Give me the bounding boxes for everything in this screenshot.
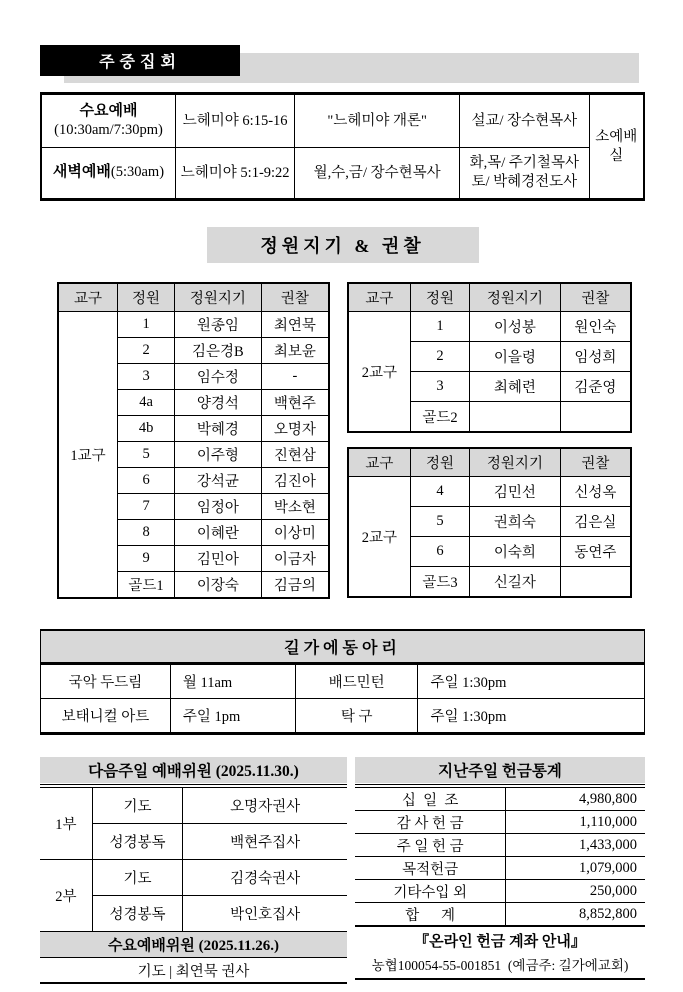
service-name-cell — [41, 148, 175, 200]
club-time: 주일 1:30pm — [418, 664, 645, 699]
person-name: 김경숙권사 — [183, 860, 347, 896]
exhorter-name: 임성희 — [560, 342, 631, 372]
bottom-section — [40, 757, 645, 984]
table-row — [355, 834, 645, 857]
weekday-meeting-table — [40, 92, 645, 201]
garden-table-district2b — [347, 447, 632, 598]
garden-no: 1 — [118, 312, 175, 338]
club-time: 월 11am — [170, 664, 295, 699]
garden-no: 3 — [410, 372, 469, 402]
table-row — [41, 664, 645, 699]
exhorter-name: 동연주 — [560, 537, 631, 567]
table-row — [58, 312, 329, 338]
table-row — [355, 903, 645, 926]
garden-no: 골드3 — [410, 567, 469, 598]
keeper-name: 이숙희 — [470, 537, 561, 567]
keeper-name: 이성봉 — [470, 312, 561, 342]
garden-no: 골드1 — [118, 572, 175, 599]
garden-no: 1 — [410, 312, 469, 342]
table-row — [41, 148, 644, 200]
garden-no: 5 — [118, 442, 175, 468]
leader-line: 화,목/ 주기철목사 — [469, 155, 579, 172]
keeper-name: 권희숙 — [470, 507, 561, 537]
exhorter-name: 오명자 — [261, 416, 329, 442]
club-time: 주일 1pm — [170, 699, 295, 734]
next-week-committee — [40, 757, 347, 984]
table-header-row — [41, 630, 645, 664]
topic-cell: "느헤미야 개론" — [295, 94, 460, 148]
duty-label: 성경봉독 — [92, 896, 183, 932]
garden-no: 6 — [410, 537, 469, 567]
club-time: 주일 1:30pm — [418, 699, 645, 734]
col-header: 정원지기 — [470, 448, 561, 477]
exhorter-name: 최연묵 — [261, 312, 329, 338]
exhorter-name: 최보윤 — [261, 338, 329, 364]
keeper-name: 김은경B — [175, 338, 262, 364]
keeper-name: 박혜경 — [175, 416, 262, 442]
garden-section-title: 정원지기 & 권찰 — [207, 227, 479, 263]
offering-label: 감 사 헌 금 — [355, 811, 506, 834]
weekday-meeting-title: 주중집회 — [40, 45, 240, 76]
wednesday-committee-title: 수요예배위원 (2025.11.26.) — [40, 931, 347, 958]
duty-label: 성경봉독 — [92, 824, 183, 860]
district-label: 2교구 — [348, 312, 410, 433]
col-header: 교구 — [58, 283, 118, 312]
col-header: 정원 — [410, 283, 469, 312]
service-name-cell — [41, 94, 175, 148]
col-header: 정원 — [410, 448, 469, 477]
service-time: (10:30am/7:30pm) — [54, 122, 163, 139]
district-label: 1교구 — [58, 312, 118, 599]
col-header: 교구 — [348, 448, 410, 477]
table-row — [40, 860, 347, 896]
next-week-title: 다음주일 예배위원 (2025.11.30.) — [40, 757, 347, 783]
leader-line: 토/ 박혜경전도사 — [471, 174, 578, 190]
club-table — [40, 629, 645, 735]
keeper-name: 신길자 — [470, 567, 561, 598]
garden-no: 4a — [118, 390, 175, 416]
table-row — [348, 477, 631, 507]
club-name: 탁 구 — [295, 699, 418, 734]
garden-no: 4b — [118, 416, 175, 442]
club-name: 보태니컬 아트 — [41, 699, 171, 734]
exhorter-name: 진현삼 — [261, 442, 329, 468]
col-header: 정원지기 — [175, 283, 262, 312]
online-account-title: 『온라인 헌금 계좌 안내』 — [414, 934, 586, 950]
person-name: 백현주집사 — [183, 824, 347, 860]
bank-account-number: 농협100054-55-001851 (예금주: 길가에교회) — [371, 958, 629, 973]
keeper-name: 이장숙 — [175, 572, 262, 599]
garden-table-district1 — [57, 282, 330, 599]
duty-label: 기도 — [92, 788, 183, 824]
duty-label: 기도 — [92, 860, 183, 896]
keeper-name: 강석균 — [175, 468, 262, 494]
table-header-row — [58, 283, 329, 312]
garden-no: 3 — [118, 364, 175, 390]
keeper-name: 양경석 — [175, 390, 262, 416]
offering-statistics — [355, 757, 645, 984]
exhorter-name: 김진아 — [261, 468, 329, 494]
club-name: 배드민턴 — [295, 664, 418, 699]
offering-label: 십 일 조 — [355, 788, 506, 811]
keeper-name: 임수정 — [175, 364, 262, 390]
table-row — [355, 857, 645, 880]
service-name: 새벽예배 — [52, 164, 111, 181]
col-header: 정원 — [118, 283, 175, 312]
exhorter-name — [560, 567, 631, 598]
district-label: 2교구 — [348, 477, 410, 598]
offering-label: 합 계 — [355, 903, 506, 926]
garden-tables — [40, 263, 645, 599]
garden-no: 7 — [118, 494, 175, 520]
garden-no: 골드2 — [410, 402, 469, 433]
keeper-name: 원종임 — [175, 312, 262, 338]
service-time: (5:30am) — [110, 164, 165, 181]
exhorter-name: 박소현 — [261, 494, 329, 520]
exhorter-name: 김준영 — [560, 372, 631, 402]
offering-label: 기타수입 외 — [355, 880, 506, 903]
col-header: 정원지기 — [470, 283, 561, 312]
garden-no: 8 — [118, 520, 175, 546]
place-cell: 소예배실 — [589, 94, 644, 200]
exhorter-name: 신성옥 — [560, 477, 631, 507]
keeper-name: 임정아 — [175, 494, 262, 520]
col-header: 권찰 — [560, 448, 631, 477]
offering-table — [355, 788, 645, 925]
online-offering-info — [355, 925, 645, 980]
offering-title: 지난주일 헌금통계 — [355, 757, 645, 783]
table-gap — [347, 433, 632, 447]
garden-no: 2 — [118, 338, 175, 364]
garden-no: 6 — [118, 468, 175, 494]
offering-amount: 1,110,000 — [506, 811, 645, 834]
keeper-name: 김민아 — [175, 546, 262, 572]
keeper-name: 김민선 — [470, 477, 561, 507]
offering-amount: 1,433,000 — [506, 834, 645, 857]
scripture-cell: 느헤미야 6:15-16 — [175, 94, 294, 148]
table-row — [40, 788, 347, 824]
keeper-name: 이주형 — [175, 442, 262, 468]
table-header-row — [348, 283, 631, 312]
wednesday-prayer: 기도 | 최연묵 권사 — [40, 958, 347, 984]
offering-amount: 250,000 — [506, 880, 645, 903]
keeper-name: 이혜란 — [175, 520, 262, 546]
club-name: 국악 두드림 — [41, 664, 171, 699]
exhorter-name: 원인숙 — [560, 312, 631, 342]
exhorter-name: 이금자 — [261, 546, 329, 572]
person-name: 오명자권사 — [183, 788, 347, 824]
exhorter-name: - — [261, 364, 329, 390]
garden-no: 2 — [410, 342, 469, 372]
keeper-name: 최혜련 — [470, 372, 561, 402]
garden-no: 9 — [118, 546, 175, 572]
col-header: 권찰 — [261, 283, 329, 312]
offering-amount: 8,852,800 — [506, 903, 645, 926]
col-header: 교구 — [348, 283, 410, 312]
leader-cell: 설교/ 장수현목사 — [459, 94, 589, 148]
weekday-meeting-banner — [40, 45, 645, 83]
exhorter-name: 김금의 — [261, 572, 329, 599]
scripture-cell: 느헤미야 5:1-9:22 — [175, 148, 294, 200]
club-section-title: 길가에동아리 — [41, 630, 645, 664]
col-header: 권찰 — [560, 283, 631, 312]
keeper-name — [470, 402, 561, 433]
table-header-row — [348, 448, 631, 477]
exhorter-name: 백현주 — [261, 390, 329, 416]
keeper-name: 이을령 — [470, 342, 561, 372]
garden-no: 4 — [410, 477, 469, 507]
person-name: 박인호집사 — [183, 896, 347, 932]
worship-committee-table — [40, 788, 347, 931]
garden-table-district2a — [347, 282, 632, 433]
topic-cell: 월,수,금/ 장수현목사 — [295, 148, 460, 200]
table-row — [355, 811, 645, 834]
table-row — [348, 312, 631, 342]
offering-label: 목적헌금 — [355, 857, 506, 880]
offering-amount: 1,079,000 — [506, 857, 645, 880]
exhorter-name: 이상미 — [261, 520, 329, 546]
table-row — [355, 788, 645, 811]
service-name: 수요예배 — [79, 102, 138, 119]
offering-amount: 4,980,800 — [506, 788, 645, 811]
table-row — [41, 699, 645, 734]
garden-right-column — [347, 282, 632, 599]
garden-no: 5 — [410, 507, 469, 537]
part-label: 1부 — [40, 788, 92, 860]
offering-label: 주 일 헌 금 — [355, 834, 506, 857]
table-row — [355, 880, 645, 903]
exhorter-name — [560, 402, 631, 433]
part-label: 2부 — [40, 860, 92, 932]
table-row — [41, 94, 644, 148]
exhorter-name: 김은실 — [560, 507, 631, 537]
leader-cell — [459, 148, 589, 200]
